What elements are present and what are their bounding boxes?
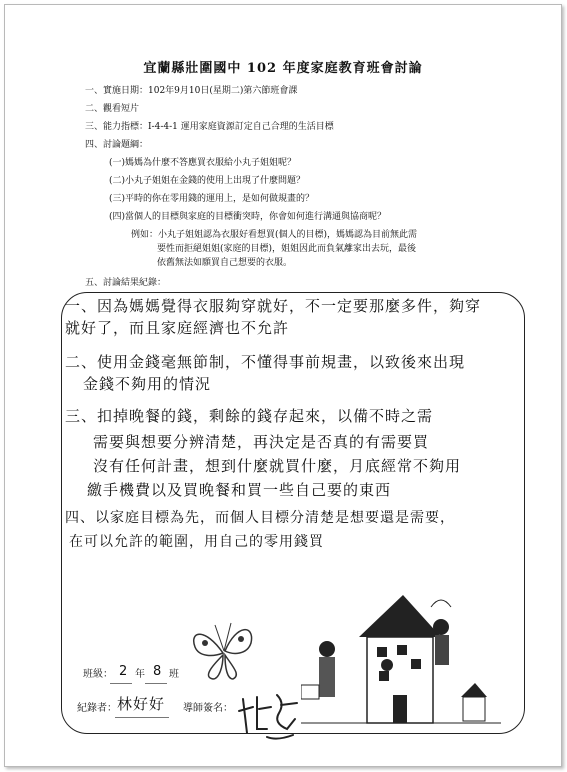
question-1: (一)媽媽為什麼不答應買衣服給小丸子姐姐呢？ [109, 158, 297, 168]
butterfly-illustration [185, 617, 265, 687]
answer-1-line-2: 就好了，而且家庭經濟也不允許 [65, 319, 290, 337]
recorder-label: 紀錄者： [77, 703, 117, 714]
answer-1-line-1: 一、因為媽媽覺得衣服夠穿就好，不一定要那麼多件，夠穿 [65, 297, 482, 315]
answer-4-line-2: 在可以允許的範圍，用自己的零用錢買 [69, 534, 324, 550]
grade-underline [110, 683, 132, 684]
example-line-2: 要性而拒絕姐姐(家庭的目標)，姐姐因此而負氣離家出去玩，最後 [157, 244, 417, 254]
item-results: 五、討論結果紀錄： [85, 278, 167, 288]
document-page [4, 4, 562, 767]
class-label: 班級： [83, 669, 113, 680]
answer-3-line-1: 三、扣掉晚餐的錢，剩餘的錢存起來，以備不時之需 [65, 407, 434, 425]
recorder-name: 林好好 [117, 695, 166, 713]
family-house-illustration [301, 587, 501, 727]
year-char: 年 [135, 669, 145, 680]
question-3: (三)平時的你在零用錢的運用上，是如何做規畫的？ [109, 194, 315, 204]
item-video: 二、觀看短片 [85, 104, 140, 114]
question-4: (四)當個人的目標與家庭的目標衝突時，你會如何進行溝通與協商呢？ [109, 212, 387, 222]
answer-3-line-3: 沒有任何計畫，想到什麼就買什麼，月底經常不夠用 [93, 457, 462, 475]
example-line-3: 依舊無法如願買自己想要的衣服。 [157, 258, 293, 268]
class-grade: 2 [119, 664, 129, 679]
class-underline [145, 683, 167, 684]
question-2: (二)小丸子姐姐在金錢的使用上出現了什麼問題？ [109, 176, 306, 186]
answer-3-line-4: 繳手機費以及買晚餐和買一些自己要的東西 [87, 481, 392, 499]
answer-3-line-2: 需要與想要分辨清楚，再決定是否真的有需要買 [93, 433, 430, 451]
answer-2-line-1: 二、使用金錢毫無節制，不懂得事前規畫，以致後來出現 [65, 353, 466, 371]
document-title: 宜蘭縣壯圍國中 102 年度家庭教育班會討論 [143, 61, 423, 76]
item-indicator: 三、能力指標：I-4-4-1 運用家庭資源訂定自己合理的生活目標 [85, 122, 334, 132]
teacher-signature [237, 689, 301, 743]
example-line-1: 例如：小丸子姐姐認為衣服好看想買(個人的目標)，媽媽認為目前無此需 [131, 230, 418, 240]
item-date: 一、實施日期：102年9月10日(星期二)第六節班會課 [85, 86, 298, 96]
answer-2-line-2: 金錢不夠用的情況 [83, 375, 212, 393]
class-number: 8 [153, 664, 163, 679]
class-char: 班 [169, 669, 179, 680]
teacher-signature-label: 導師簽名： [183, 703, 233, 714]
item-topics: 四、討論題綱： [85, 140, 149, 150]
recorder-underline [115, 717, 169, 718]
answer-4-line-1: 四、以家庭目標為先，而個人目標分清楚是想要還是需要， [65, 510, 455, 526]
